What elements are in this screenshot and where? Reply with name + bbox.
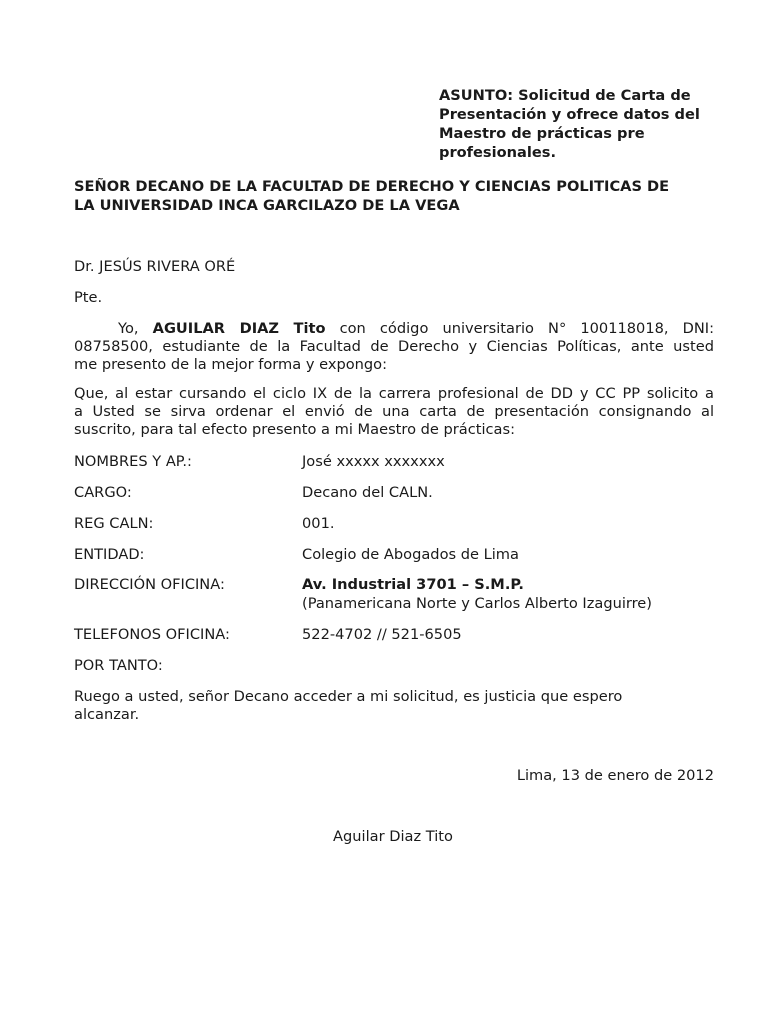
- intro-line: 08758500, estudiante de la Facultad de Derecho y Ciencias Políticas, ante usted: [74, 338, 714, 355]
- subject-line: Maestro de prácticas pre: [439, 125, 645, 142]
- por-tanto-label: POR TANTO:: [74, 657, 163, 674]
- field-detail-direccion: (Panamericana Norte y Carlos Alberto Izaguirre): [302, 595, 652, 612]
- addressee-line: LA UNIVERSIDAD INCA GARCILAZO DE LA VEGA: [74, 197, 460, 214]
- closing-line: alcanzar.: [74, 706, 140, 723]
- field-label-direccion: DIRECCIÓN OFICINA:: [74, 576, 225, 593]
- subject-line: profesionales.: [439, 144, 556, 161]
- field-label-cargo: CARGO:: [74, 484, 132, 501]
- closing-line: Ruego a usted, señor Decano acceder a mi solicitud, es justicia que espero: [74, 688, 623, 705]
- field-label-telefonos: TELEFONOS OFICINA:: [74, 626, 230, 643]
- recipient-location: Pte.: [74, 289, 103, 306]
- field-value-direccion: Av. Industrial 3701 – S.M.P.: [302, 576, 524, 593]
- field-value-entidad: Colegio de Abogados de Lima: [302, 546, 519, 563]
- field-value-nombres: José xxxxx xxxxxxx: [302, 453, 445, 470]
- field-label-entidad: ENTIDAD:: [74, 546, 145, 563]
- request-line: a Usted se sirva ordenar el envió de una carta de presentación consignando al: [74, 403, 714, 420]
- recipient-name: Dr. JESÚS RIVERA ORÉ: [74, 258, 236, 275]
- intro-line: me presento de la mejor forma y expongo:: [74, 356, 388, 373]
- addressee-heading: [74, 177, 724, 215]
- intro-prefix: Yo,: [118, 320, 139, 337]
- signature-name: Aguilar Diaz Tito: [333, 828, 453, 845]
- request-paragraph: [74, 385, 714, 439]
- field-label-nombres: NOMBRES Y AP.:: [74, 453, 192, 470]
- intro-paragraph: [74, 320, 714, 374]
- intro-line: [74, 320, 714, 338]
- request-line: suscrito, para tal efecto presento a mi Maestro de prácticas:: [74, 421, 516, 438]
- student-name: AGUILAR DIAZ Tito: [152, 320, 326, 337]
- subject-line: ASUNTO: Solicitud de Carta de: [439, 87, 691, 104]
- field-value-telefonos: 522-4702 // 521-6505: [302, 626, 462, 643]
- addressee-line: SEÑOR DECANO DE LA FACULTAD DE DERECHO Y CIENCIAS POLITICAS DE: [74, 178, 670, 195]
- field-value-cargo: Decano del CALN.: [302, 484, 433, 501]
- subject-line: Presentación y ofrece datos del: [439, 106, 700, 123]
- date-line: Lima, 13 de enero de 2012: [516, 767, 714, 784]
- subject-block: [439, 86, 729, 162]
- intro-line1-rest: con código universitario N° 100118018, DNI:: [339, 320, 715, 337]
- field-value-reg: 001.: [302, 515, 335, 532]
- request-line: Que, al estar cursando el ciclo IX de la carrera profesional de DD y CC PP solicito a: [74, 385, 714, 402]
- field-label-reg: REG CALN:: [74, 515, 154, 532]
- closing-paragraph: [74, 688, 714, 724]
